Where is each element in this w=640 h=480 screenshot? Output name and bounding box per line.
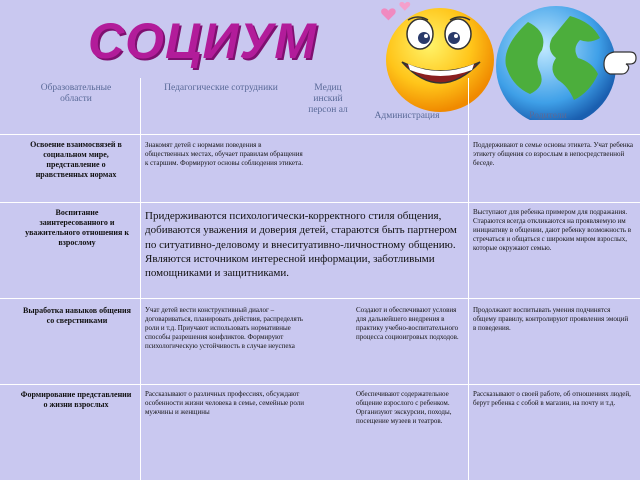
admin-cell: Создают и обеспечивают условия для дальнейшего внедрения в практику учебно-воспитательного процесса социоигровых подходов. bbox=[356, 306, 459, 341]
header-admin: Администрация bbox=[374, 111, 440, 121]
pointing-hand-icon bbox=[604, 52, 636, 74]
smiley-globe-illustration bbox=[378, 0, 640, 120]
table-divider bbox=[0, 202, 640, 203]
header-parents: Родители bbox=[529, 111, 567, 121]
teachers-cell: Придерживаются психологически-корректного стиля общения, добиваются уважения и доверия детей, стараются быть партнером по ситуативно-деловому и внеситуативно-личностному общению. Являются источником интересной информации, заботливыми помощниками и защитниками. bbox=[145, 210, 457, 280]
parents-cell: Поддерживают в семье основы этикета. Учат ребенка этикету общения со взрослым в непосредственной беседе. bbox=[473, 141, 633, 167]
table-divider bbox=[0, 298, 640, 299]
header-areas: Образовательные области bbox=[40, 83, 112, 104]
page-title: СОЦИУМ bbox=[88, 13, 317, 69]
row-label: Воспитание заинтересованного и уважительного отношения к взрослому bbox=[25, 208, 129, 247]
row-label: Освоение взаимосвязей в социальном мире, представление о нравственных нормах bbox=[30, 140, 122, 179]
parents-cell: Выступают для ребенка примером для подражания. Стараются всегда откликаются на проявляемую им инициативу в общении, дают ребенку возможность в стречаться и общаться с широким миром взрослых, которые окружают семью. bbox=[473, 208, 632, 252]
row-label: Выработка навыков общения со сверстниками bbox=[23, 306, 131, 325]
hearts-icon bbox=[381, 2, 410, 21]
table-divider bbox=[140, 78, 141, 480]
parents-cell: Рассказывают о своей работе, об отношениях людей, берут ребенка с собой в магазин, на почту и т.д. bbox=[473, 390, 631, 407]
teachers-cell: Рассказывают о различных профессиях, обсуждают особенности жизни человека в семье, семейные роли мужчины и женщины bbox=[145, 390, 305, 416]
table-divider bbox=[468, 78, 469, 480]
header-medical: Медиц инский персон ал bbox=[308, 83, 348, 115]
row-label: Формирование представлении о жизни взрослых bbox=[20, 390, 132, 409]
smiley-face-icon bbox=[386, 8, 494, 112]
header-teachers: Педагогические сотрудники bbox=[164, 83, 278, 93]
table-divider bbox=[0, 134, 640, 135]
teachers-cell: Учат детей вести конструктивный диалог – договариваться, планировать действия, распределять роли и т.д. Приучают использовать нормативные способы разрешения конфликтов. Формируют психологическую устойчивость в случае неуспеха bbox=[145, 306, 303, 350]
admin-cell: Обеспечивают содержательное общение взрослого с ребенком. Организуют экскурсии, походы, посещение музеев и театров. bbox=[356, 390, 452, 425]
globe-icon bbox=[496, 6, 616, 120]
teachers-cell: Знакомят детей с нормами поведения в общественных местах, обучает правилам обращения к старшим. Формируют основы соблюдения этикета. bbox=[145, 141, 303, 167]
parents-cell: Продолжают воспитывать умения подчинятся общему правилу, контролируют проявления эмоций в поведения. bbox=[473, 306, 629, 332]
table-divider bbox=[0, 384, 640, 385]
